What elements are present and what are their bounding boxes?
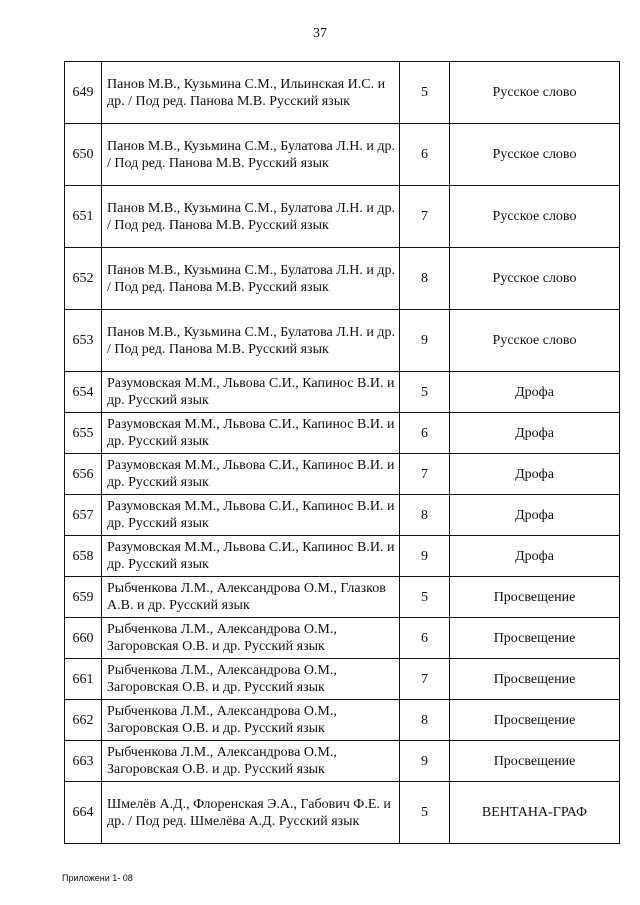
author-title-cell: Рыбченкова Л.М., Александрова О.М., Загоровская О.В. и др. Русский язык [102, 659, 400, 700]
publisher-cell: Дрофа [450, 495, 620, 536]
publisher-cell: Русское слово [450, 186, 620, 248]
table-row [65, 495, 620, 536]
author-title-cell: Панов М.В., Кузьмина С.М., Булатова Л.Н. и др. / Под ред. Панова М.В. Русский язык [102, 186, 400, 248]
table-row [65, 618, 620, 659]
row-number: 657 [65, 495, 102, 536]
row-number: 651 [65, 186, 102, 248]
row-number: 663 [65, 741, 102, 782]
row-number: 649 [65, 62, 102, 124]
author-title-cell: Рыбченкова Л.М., Александрова О.М., Глазков А.В. и др. Русский язык [102, 577, 400, 618]
grade-cell: 6 [400, 618, 450, 659]
table-row [65, 782, 620, 844]
table-row [65, 536, 620, 577]
table-row [65, 372, 620, 413]
table-row [65, 659, 620, 700]
publisher-cell: Дрофа [450, 536, 620, 577]
row-number: 664 [65, 782, 102, 844]
row-number: 659 [65, 577, 102, 618]
publisher-cell: Русское слово [450, 62, 620, 124]
author-title-cell: Разумовская М.М., Львова С.И., Капинос В.И. и др. Русский язык [102, 536, 400, 577]
footer-note: Приложени 1- 08 [62, 873, 133, 883]
publisher-cell: Просвещение [450, 659, 620, 700]
grade-cell: 5 [400, 62, 450, 124]
table-row [65, 310, 620, 372]
publisher-cell: Дрофа [450, 372, 620, 413]
table-row [65, 741, 620, 782]
table-row [65, 124, 620, 186]
row-number: 650 [65, 124, 102, 186]
grade-cell: 6 [400, 413, 450, 454]
grade-cell: 7 [400, 186, 450, 248]
table-row [65, 248, 620, 310]
row-number: 661 [65, 659, 102, 700]
grade-cell: 9 [400, 310, 450, 372]
publisher-cell: Просвещение [450, 618, 620, 659]
table-row [65, 62, 620, 124]
table-row [65, 577, 620, 618]
grade-cell: 8 [400, 495, 450, 536]
grade-cell: 7 [400, 454, 450, 495]
grade-cell: 5 [400, 782, 450, 844]
author-title-cell: Панов М.В., Кузьмина С.М., Ильинская И.С. и др. / Под ред. Панова М.В. Русский язык [102, 62, 400, 124]
row-number: 658 [65, 536, 102, 577]
publisher-cell: Русское слово [450, 124, 620, 186]
page-number: 37 [313, 26, 327, 41]
grade-cell: 5 [400, 577, 450, 618]
row-number: 653 [65, 310, 102, 372]
row-number: 652 [65, 248, 102, 310]
author-title-cell: Шмелёв А.Д., Флоренская Э.А., Габович Ф.Е. и др. / Под ред. Шмелёва А.Д. Русский язык [102, 782, 400, 844]
publisher-cell: Дрофа [450, 454, 620, 495]
author-title-cell: Разумовская М.М., Львова С.И., Капинос В.И. и др. Русский язык [102, 413, 400, 454]
row-number: 662 [65, 700, 102, 741]
publisher-cell: Просвещение [450, 577, 620, 618]
author-title-cell: Рыбченкова Л.М., Александрова О.М., Загоровская О.В. и др. Русский язык [102, 700, 400, 741]
grade-cell: 8 [400, 700, 450, 741]
row-number: 656 [65, 454, 102, 495]
author-title-cell: Разумовская М.М., Львова С.И., Капинос В.И. и др. Русский язык [102, 372, 400, 413]
publisher-cell: Просвещение [450, 700, 620, 741]
publisher-cell: ВЕНТАНА-ГРАФ [450, 782, 620, 844]
textbook-table [64, 61, 620, 844]
grade-cell: 9 [400, 741, 450, 782]
row-number: 660 [65, 618, 102, 659]
table-row [65, 700, 620, 741]
publisher-cell: Дрофа [450, 413, 620, 454]
author-title-cell: Панов М.В., Кузьмина С.М., Булатова Л.Н. и др. / Под ред. Панова М.В. Русский язык [102, 310, 400, 372]
publisher-cell: Просвещение [450, 741, 620, 782]
row-number: 655 [65, 413, 102, 454]
table-row [65, 413, 620, 454]
publisher-cell: Русское слово [450, 248, 620, 310]
grade-cell: 7 [400, 659, 450, 700]
author-title-cell: Рыбченкова Л.М., Александрова О.М., Загоровская О.В. и др. Русский язык [102, 741, 400, 782]
author-title-cell: Разумовская М.М., Львова С.И., Капинос В.И. и др. Русский язык [102, 454, 400, 495]
author-title-cell: Рыбченкова Л.М., Александрова О.М., Загоровская О.В. и др. Русский язык [102, 618, 400, 659]
grade-cell: 9 [400, 536, 450, 577]
author-title-cell: Панов М.В., Кузьмина С.М., Булатова Л.Н. и др. / Под ред. Панова М.В. Русский язык [102, 248, 400, 310]
grade-cell: 8 [400, 248, 450, 310]
grade-cell: 6 [400, 124, 450, 186]
grade-cell: 5 [400, 372, 450, 413]
author-title-cell: Панов М.В., Кузьмина С.М., Булатова Л.Н. и др. / Под ред. Панова М.В. Русский язык [102, 124, 400, 186]
publisher-cell: Русское слово [450, 310, 620, 372]
table-row [65, 186, 620, 248]
table-row [65, 454, 620, 495]
row-number: 654 [65, 372, 102, 413]
author-title-cell: Разумовская М.М., Львова С.И., Капинос В.И. и др. Русский язык [102, 495, 400, 536]
